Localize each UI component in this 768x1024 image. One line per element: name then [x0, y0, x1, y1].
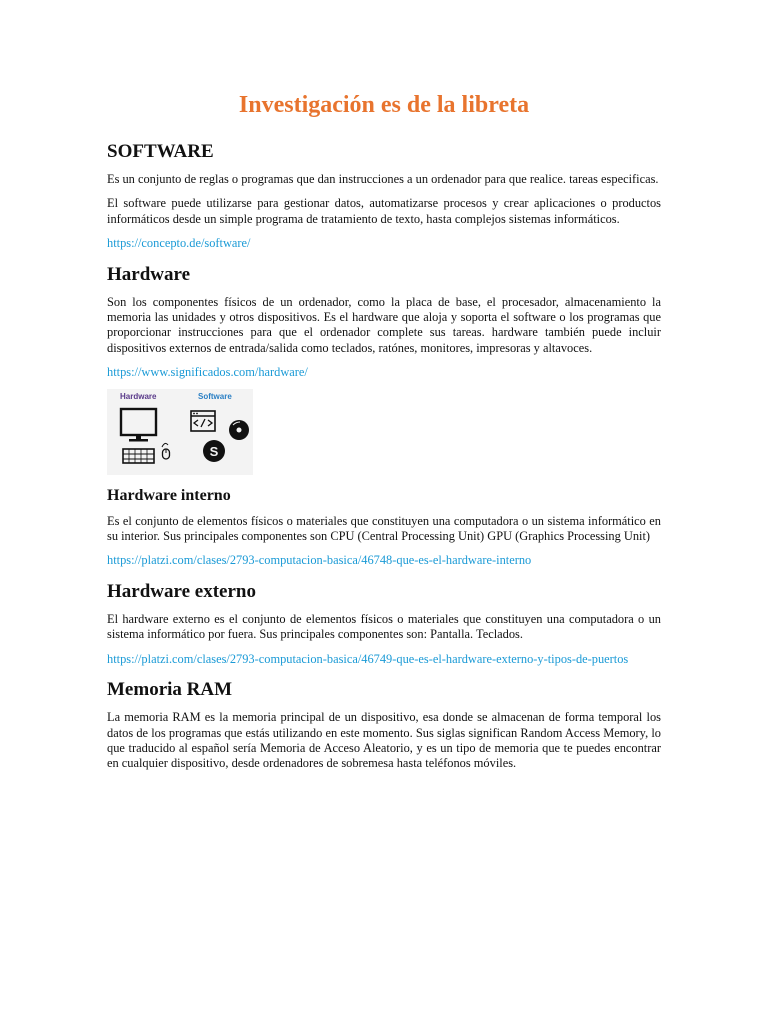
section-software: [107, 141, 661, 252]
mouse-icon: [162, 443, 170, 459]
svg-text:S: S: [209, 443, 219, 459]
figure-graphic: [107, 389, 253, 475]
reference-link[interactable]: https://platzi.com/clases/2793-computacion-basica/46748-que-es-el-hardware-interno: [107, 553, 532, 568]
figure-software-label: Software: [198, 391, 232, 401]
skype-icon: [203, 440, 225, 462]
section-heading: SOFTWARE: [107, 141, 214, 162]
figure-hardware-label: Hardware: [120, 391, 157, 401]
reference-link[interactable]: https://platzi.com/clases/2793-computacion-basica/46749-que-es-el-hardware-externo-y-tipos-de-puertos: [107, 651, 629, 666]
section-hardware-interno: [107, 487, 661, 569]
paragraph: El hardware externo es el conjunto de elementos físicos o materiales que constituyen una computadora o un sistema informático por fuera. Sus principales componentes son: Pantalla. Teclados.: [107, 611, 661, 642]
reference-link[interactable]: https://www.significados.com/hardware/: [107, 365, 308, 380]
paragraph: La memoria RAM es la memoria principal de un dispositivo, esa donde se almacenan de forma temporal los datos de los programas que estás utilizando en este momento. Sus siglas significan Random Access Memory, lo que traducido al español sería Memoria de Acceso Aleatorio, y es un tipo de memoria que te puedes encontrar en cualquier dispositivo, desde ordenadores de sobremesa hasta teléfonos móviles.: [107, 710, 661, 771]
section-heading: Hardware: [107, 263, 191, 285]
paragraph: Es el conjunto de elementos físicos o materiales que constituyen una computadora o un sistema informático en su interior. Sus principales componentes son CPU (Central Processing Unit) GPU (Graphics Processing Unit): [107, 513, 661, 544]
disc-icon: [229, 420, 249, 440]
section-heading: Hardware externo: [107, 580, 256, 602]
paragraph: El software puede utilizarse para gestionar datos, automatizarse procesos y crear aplicaciones o productos informáticos desde un simple programa de tratamiento de texto, hasta complejos sistemas informáticos.: [107, 196, 661, 226]
section-heading: Memoria RAM: [107, 679, 233, 701]
section-heading: Hardware interno: [107, 486, 231, 504]
hardware-software-illustration: [107, 389, 253, 475]
reference-link[interactable]: https://concepto.de/software/: [107, 236, 251, 251]
monitor-icon: [121, 409, 156, 442]
paragraph: Es un conjunto de reglas o programas que dan instrucciones a un ordenador para que realice. tareas especificas.: [107, 172, 659, 186]
paragraph: Son los componentes físicos de un ordenador, como la placa de base, el procesador, almacenamiento la memoria las unidades y otros dispositivos. Es el hardware que aloja y soporta el software o los programas que proporcionar instrucciones para que el ordenador complete sus tareas. hardware también puede incluir dispositivos externos de entrada/salida como teclados, ratónes, monitores, impresoras y altavoces.: [107, 294, 661, 355]
section-hardware-externo: [107, 581, 661, 667]
page-title: Investigación es de la libreta: [238, 92, 530, 118]
document-content: [107, 92, 661, 781]
section-memoria-ram: [107, 679, 661, 772]
section-hardware: [107, 264, 661, 475]
keyboard-icon: [123, 449, 154, 463]
code-window-icon: [191, 411, 215, 431]
